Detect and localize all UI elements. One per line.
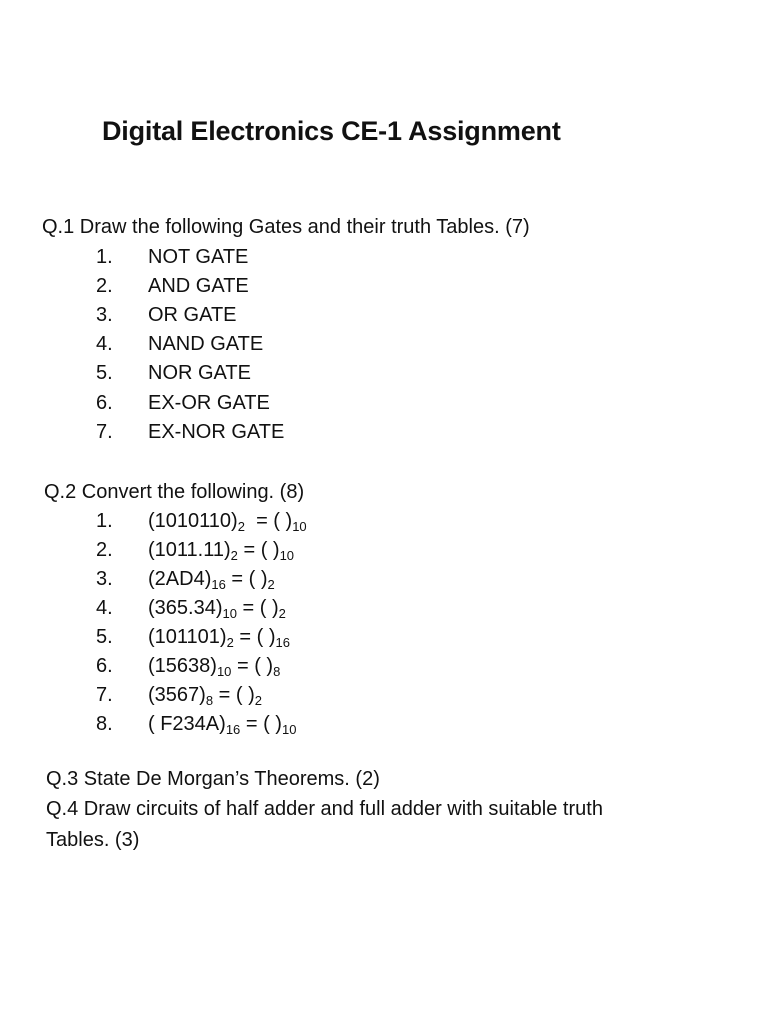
q2-item-number: 6. xyxy=(96,655,113,677)
conversion-expression xyxy=(148,597,286,620)
q1-item-text: EX-OR GATE xyxy=(148,392,270,414)
conversion-expression xyxy=(148,539,294,562)
source-base: 10 xyxy=(216,664,232,679)
source-number: (2AD4) xyxy=(148,568,212,590)
conversion-expression xyxy=(148,684,262,707)
source-number: (365.34) xyxy=(148,597,223,619)
q2-item-number: 7. xyxy=(96,684,113,706)
source-number: (3567) xyxy=(148,684,206,706)
conversion-expression xyxy=(148,655,280,678)
q4-line1: Q.4 Draw circuits of half adder and full adder with suitable truth xyxy=(46,798,603,820)
target-base: 2 xyxy=(267,577,275,592)
source-base: 16 xyxy=(225,722,241,737)
q2-item-number: 4. xyxy=(96,597,113,619)
conversion-expression xyxy=(148,510,307,533)
source-number: ( F234A) xyxy=(148,713,226,735)
q1-item-text: NAND GATE xyxy=(148,333,264,355)
equals-blank: = ( ) xyxy=(245,713,282,735)
equals-blank: = ( ) xyxy=(231,568,268,590)
target-base: 2 xyxy=(254,693,262,708)
source-number: (15638) xyxy=(148,655,217,677)
source-number: (1011.11) xyxy=(148,539,231,561)
q1-item-number: 2. xyxy=(96,275,113,297)
equals-blank: = ( ) xyxy=(256,510,293,532)
q1-item-text: AND GATE xyxy=(148,275,249,297)
q2-item-number: 3. xyxy=(96,568,113,590)
q4-line2: Tables. (3) xyxy=(46,829,140,851)
source-number: (1010110) xyxy=(148,510,238,532)
source-base: 8 xyxy=(205,693,214,708)
q2-item-number: 5. xyxy=(96,626,113,648)
target-base: 2 xyxy=(278,606,286,621)
q2-item-number: 8. xyxy=(96,713,113,735)
source-base: 16 xyxy=(211,577,226,592)
equals-blank: = ( ) xyxy=(236,655,274,677)
equals-blank: = ( ) xyxy=(243,539,280,561)
source-base: 10 xyxy=(222,606,237,621)
q1-item-number: 6. xyxy=(96,392,113,414)
target-base: 10 xyxy=(292,519,307,534)
q1-item-number: 1. xyxy=(96,246,113,268)
q1-heading: Q.1 Draw the following Gates and their truth Tables. (7) xyxy=(42,216,530,238)
q1-item-text: EX-NOR GATE xyxy=(148,421,285,443)
equals-blank: = ( ) xyxy=(239,626,276,648)
q2-item-number: 1. xyxy=(96,510,113,532)
conversion-expression xyxy=(148,568,275,591)
q1-item-number: 3. xyxy=(96,304,113,326)
source-base: 2 xyxy=(230,548,238,563)
q1-item-number: 4. xyxy=(96,333,113,355)
source-base: 2 xyxy=(226,635,234,650)
equals-blank: = ( ) xyxy=(242,597,279,619)
target-base: 8 xyxy=(273,664,281,679)
target-base: 10 xyxy=(279,548,295,563)
conversion-expression xyxy=(148,626,290,649)
q3-text: Q.3 State De Morgan’s Theorems. (2) xyxy=(46,768,380,790)
source-base: 2 xyxy=(237,519,245,534)
q1-item-number: 7. xyxy=(96,421,113,443)
q1-item-number: 5. xyxy=(96,362,113,384)
target-base: 16 xyxy=(275,635,290,650)
q1-item-text: NOT GATE xyxy=(148,246,249,268)
target-base: 10 xyxy=(281,722,297,737)
q1-item-text: OR GATE xyxy=(148,304,237,326)
q2-item-number: 2. xyxy=(96,539,113,561)
equals-blank: = ( ) xyxy=(218,684,255,706)
page-title: Digital Electronics CE-1 Assignment xyxy=(102,116,561,146)
q1-item-text: NOR GATE xyxy=(148,362,251,384)
conversion-expression xyxy=(148,713,296,736)
source-number: (101101) xyxy=(148,626,227,648)
q2-heading: Q.2 Convert the following. (8) xyxy=(44,481,305,503)
